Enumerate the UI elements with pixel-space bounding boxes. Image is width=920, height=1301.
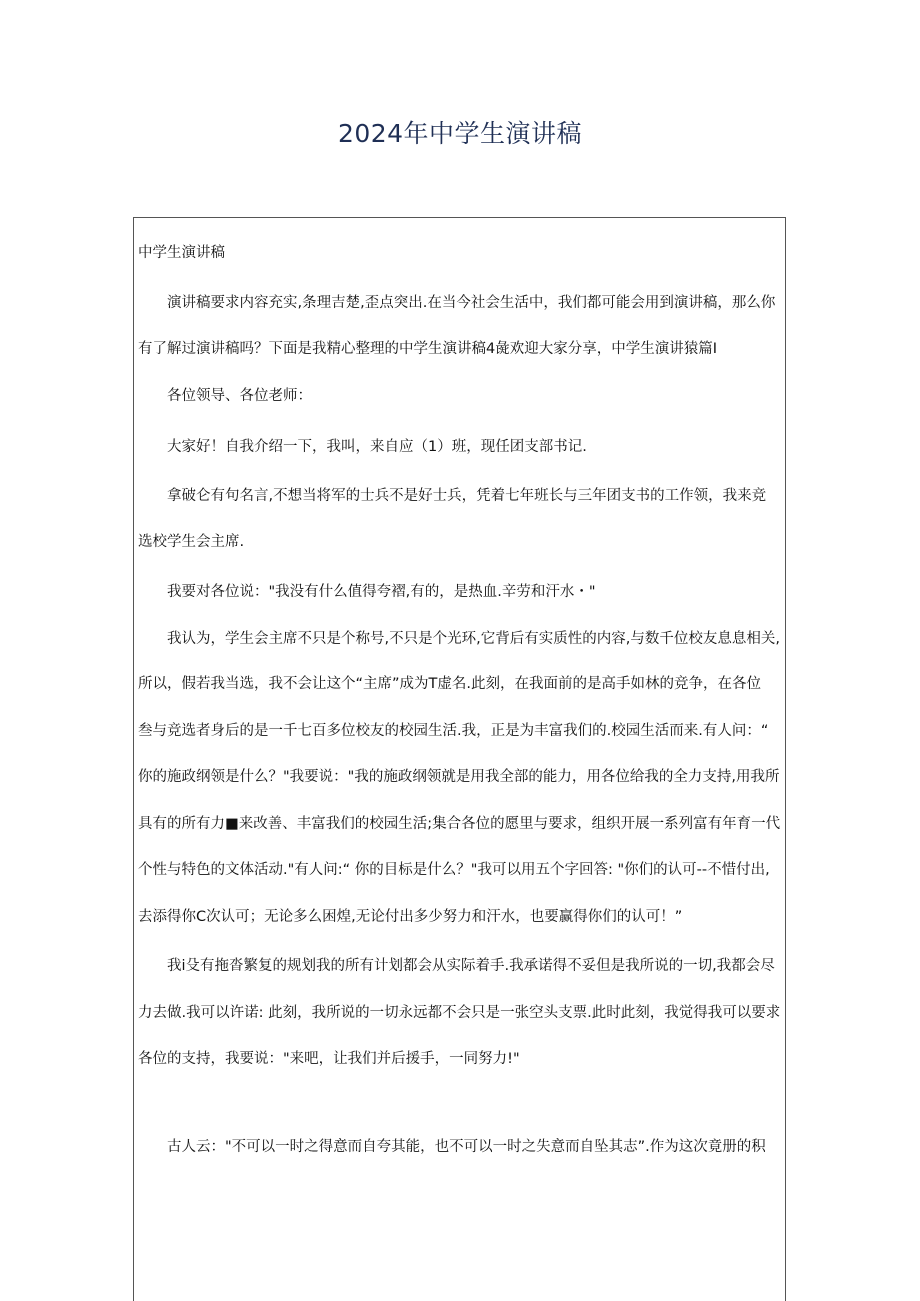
text-line: 各位的支持，我要说："来吧，让我们并后援手，一同努力!" (138, 1051, 520, 1067)
text-line: 我要对各位说："我没有什么值得夸褶,有的，是热血.辛劳和汗水・" (138, 584, 596, 600)
text-line: 所以，假若我当选，我不会让这个“主席”成为T虚名.此刻，在我面前的是高手如林的竞争，在各位 (138, 676, 761, 692)
text-line: 有了解过演讲稿吗？下面是我精心整理的中学生演讲稿4彘欢迎大家分享，中学生演讲猿篇I (138, 341, 717, 357)
text-line: 我认为，学生会主席不只是个称号,不只是个光环,它背后有实质性的内容,与数千位校友息息相关, (138, 631, 780, 647)
text-line: 选校学生会主席. (138, 534, 245, 550)
text-line: 你的施政纲领是什么？"我要说："我的施政纲领就是用我全部的能力，用各位给我的全力支持,用我所 (138, 769, 780, 785)
text-line: 我i殳有拖沓繁复的规划我的所有计划都会从实际着手.我承诺得不妥但是我所说的一切,我都会尽 (138, 958, 775, 974)
text-line: 力去做.我可以许诺: 此刻，我所说的一切永远都不会只是一张空头支票.此时此刻，我觉得我可以要求 (138, 1005, 781, 1021)
text-line: 去添得你C次认可；无论多么困煌,无论付出多少努力和汗水，也要赢得你们的认可！” (138, 909, 683, 925)
text-line: 叁与竞选者身后的是一千七百多位校友的校园生活.我，正是为丰富我们的.校园生活而来.有人问：“ (138, 723, 769, 739)
text-line: 各位领导、各位老师： (138, 388, 312, 404)
text-line: 演讲稿要求内容充实,条理吉楚,歪点突出.在当今社会生活中，我们都可能会用到演讲稿，那么你 (138, 295, 776, 311)
text-line: 古人云："不可以一时之得意而自夸其能，也不可以一时之失意而自坠其志”.作为这次竟册的积 (138, 1139, 766, 1155)
text-line: 拿破仑有句名言,不想当将军的士兵不是好士兵，凭着七年班长与三年团支书的工作领，我来竞 (138, 488, 767, 504)
page-title: 2024年中学生演讲稿 (337, 119, 583, 148)
text-line: 中学生演讲稿 (138, 245, 225, 261)
text-line: 具有的所有力■来改善、丰富我们的校园生活;集合各位的愿里与要求，组织开展一系列富有年育一代 (138, 816, 781, 832)
text-line: 个性与特色的文体活动."有人问:“ 你的目标是什么？"我可以用五个字回答: "你们的认可--不惜付出, (138, 862, 770, 878)
content-frame (133, 217, 786, 1301)
text-line: 大家好！自我介绍一下，我叫，来自应（1）班，现任团支部书记. (138, 439, 587, 455)
